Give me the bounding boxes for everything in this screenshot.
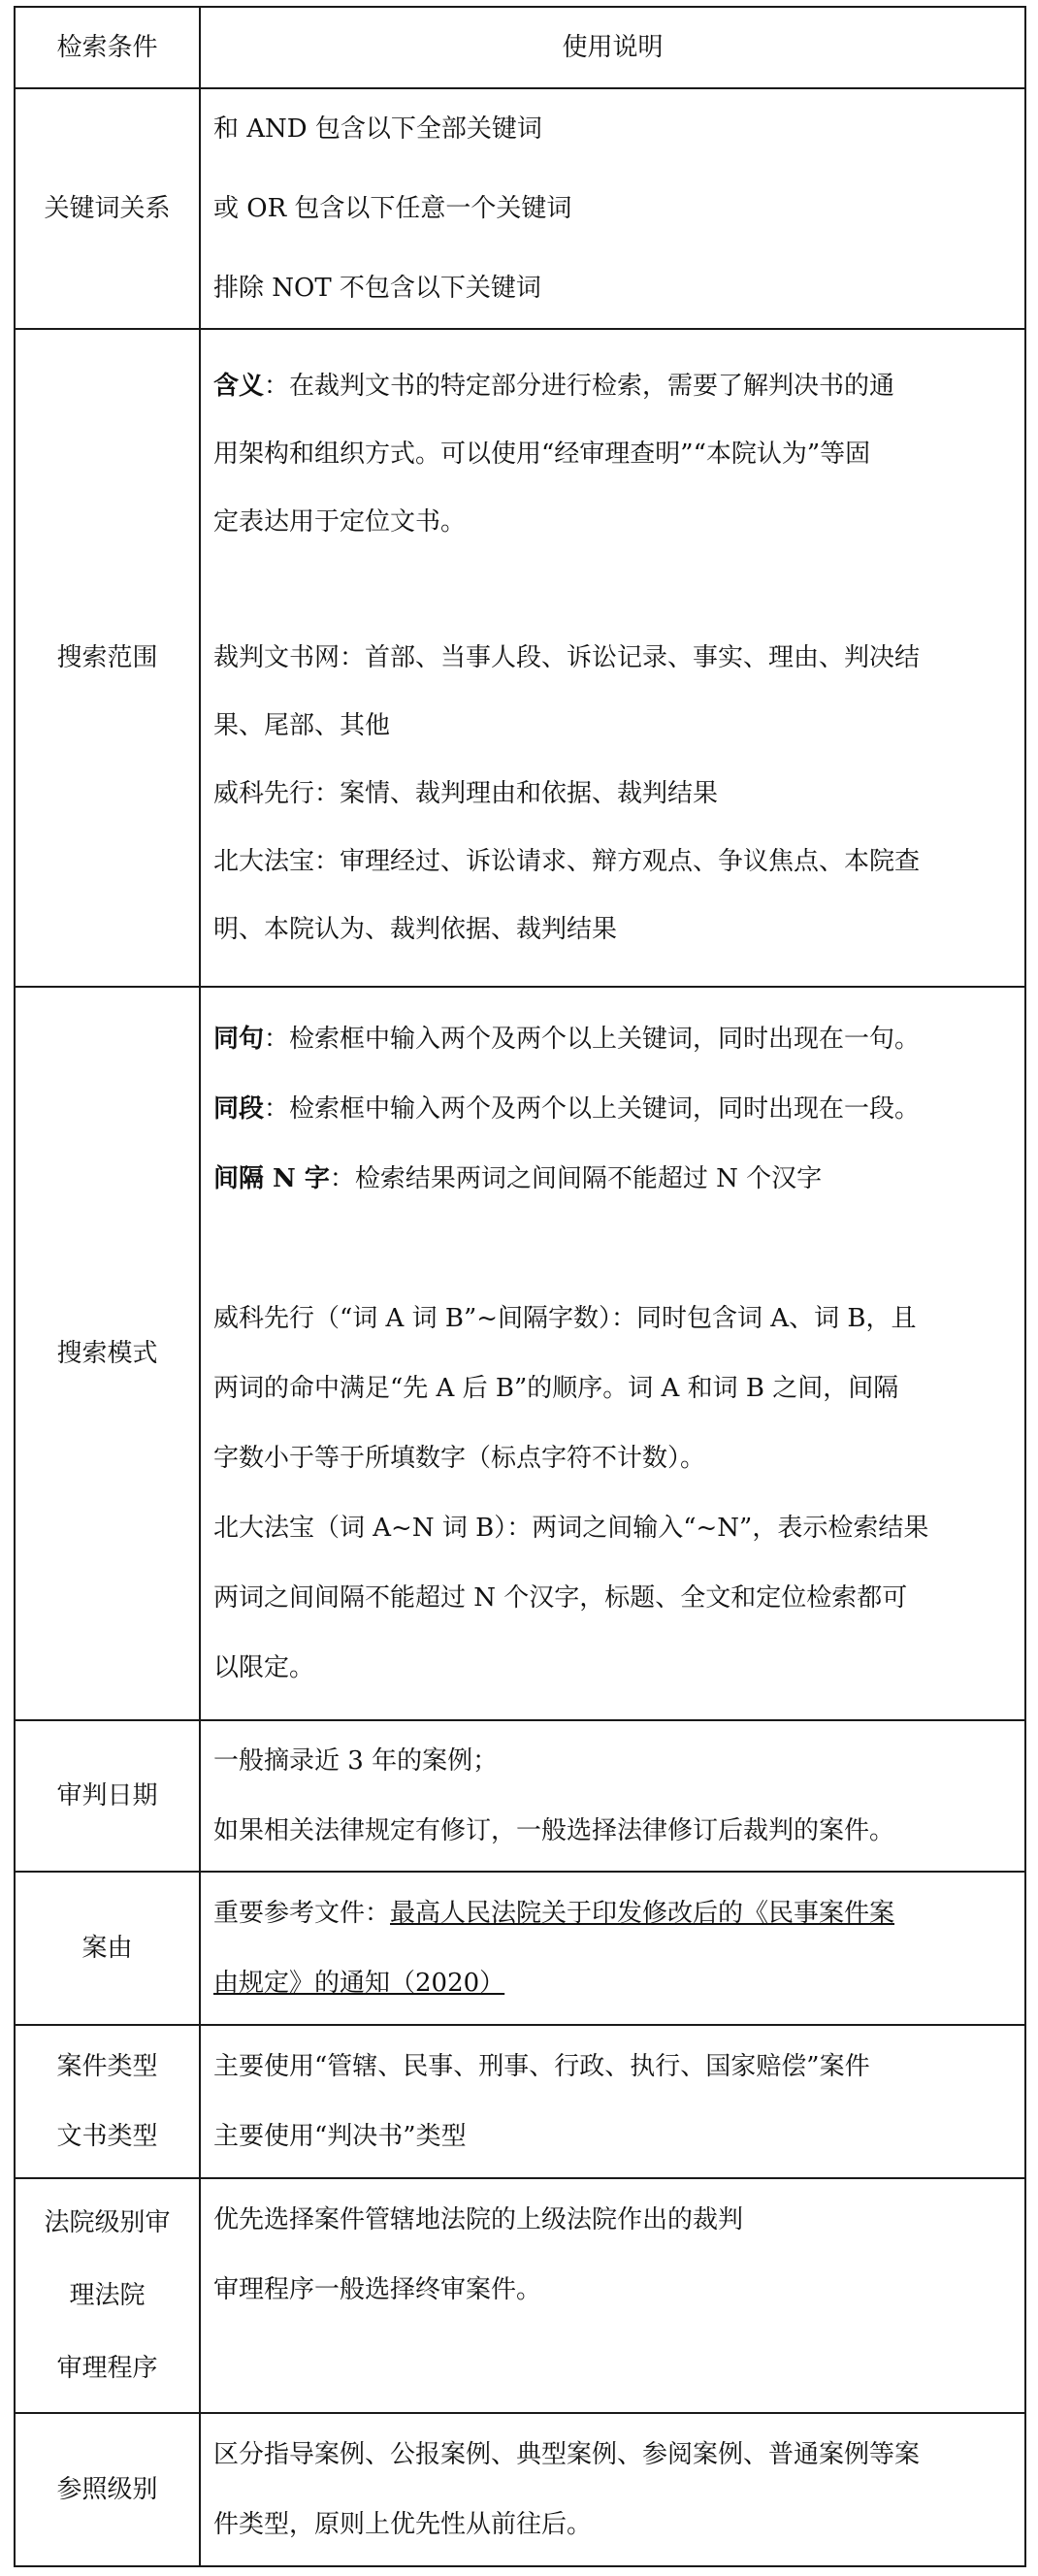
row-cause: [15, 1872, 1025, 2025]
search-conditions-table: [14, 6, 1026, 2567]
row-court-level: [15, 2178, 1025, 2413]
row-description: [200, 1720, 1025, 1872]
row-label: 参照级别: [15, 2413, 200, 2566]
bold-term: 同段: [213, 1094, 265, 1124]
text-line: 果、尾部、其他: [213, 711, 391, 740]
row-label: 搜索模式: [15, 987, 200, 1720]
row-label: 关键词关系: [15, 88, 200, 329]
text-line: 如果相关法律规定有修订，一般选择法律修订后裁判的案件。: [213, 1816, 895, 1845]
row-description: [200, 2413, 1025, 2566]
row-case-type: [15, 2025, 1025, 2178]
row-trial-date: [15, 1720, 1025, 1872]
text-line: 优先选择案件管辖地法院的上级法院作出的裁判: [213, 2205, 744, 2234]
row-label: 案由: [15, 1872, 200, 2025]
text-line: 一般摘录近 3 年的案例；: [213, 1746, 499, 1776]
text-line: 明、本院认为、裁判依据、裁判结果: [213, 915, 618, 944]
text-line: 威科先行（“词 A 词 B”~间隔字数）：同时包含词 A、词 B，且: [213, 1304, 917, 1333]
description-header: 使用说明: [200, 7, 1025, 88]
text-line: 定表达用于定位文书。: [213, 507, 467, 537]
text-line: [213, 1948, 1024, 2018]
text-line: 裁判文书网：首部、当事人段、诉讼记录、事实、理由、判决结: [213, 643, 921, 672]
text-segment: ：检索结果两词之间间隔不能超过 N 个汉字: [329, 1164, 823, 1193]
label-line: 审理程序: [56, 2353, 158, 2383]
blank-line: [213, 556, 1024, 624]
text-line: 主要使用“管辖、民事、刑事、行政、执行、国家赔偿”案件: [213, 2052, 870, 2081]
row-search-mode: [15, 987, 1025, 1720]
row-label: 审判日期: [15, 1720, 200, 1872]
label-line: 案件类型: [56, 2052, 158, 2081]
bold-term: 含义: [213, 372, 265, 401]
text-line: [213, 1004, 1024, 1074]
row-description: [200, 2178, 1025, 2413]
text-segment: ：检索框中输入两个及两个以上关键词，同时出现在一句。: [264, 1025, 921, 1054]
row-reference-level: [15, 2413, 1025, 2566]
row-description: [200, 329, 1025, 987]
text-line: 件类型，原则上优先性从前往后。: [213, 2510, 593, 2539]
text-line: 审理程序一般选择终审案件。: [213, 2275, 542, 2304]
bold-term: 同句: [213, 1025, 265, 1054]
label-line: 文书类型: [56, 2122, 158, 2151]
text-line: 两词的命中满足“先 A 后 B”的顺序。词 A 和词 B 之间，间隔: [213, 1374, 899, 1403]
row-label: [15, 2178, 200, 2413]
text-line: 两词之间间隔不能超过 N 个汉字，标题、全文和定位检索都可: [213, 1583, 908, 1613]
text-segment: 重要参考文件：: [213, 1899, 391, 1928]
row-description: [200, 1872, 1025, 2025]
text-line: 北大法宝：审理经过、诉讼请求、辩方观点、争议焦点、本院查: [213, 847, 921, 876]
text-line: [213, 1144, 1024, 1214]
text-line: 区分指导案例、公报案例、典型案例、参阅案例、普通案例等案: [213, 2440, 921, 2469]
row-description: [200, 987, 1025, 1720]
row-search-scope: [15, 329, 1025, 987]
text-line: 用架构和组织方式。可以使用“经审理查明”“本院认为”等固: [213, 440, 871, 469]
label-line: 法院级别审: [44, 2207, 171, 2237]
row-description: [200, 88, 1025, 329]
row-label: [15, 2025, 200, 2178]
row-label: 搜索范围: [15, 329, 200, 987]
reference-document-link[interactable]: 由规定》的通知（2020）: [213, 1969, 505, 1998]
blank-line: [213, 1214, 1024, 1284]
row-description: [200, 2025, 1025, 2178]
text-line: 威科先行：案情、裁判理由和依据、裁判结果: [213, 779, 719, 808]
row-keyword-relation: [15, 88, 1025, 329]
condition-header: 检索条件: [15, 7, 200, 88]
text-line: 或 OR 包含以下任意一个关键词: [213, 194, 572, 223]
text-line: 排除 NOT 不包含以下关键词: [213, 274, 541, 303]
text-line: [213, 352, 1024, 420]
label-line: 理法院: [69, 2280, 146, 2310]
reference-document-link[interactable]: 最高人民法院关于印发修改后的《民事案件案: [390, 1899, 895, 1928]
text-line: [213, 1878, 1024, 1948]
text-line: 以限定。: [213, 1653, 315, 1682]
text-line: 字数小于等于所填数字（标点字符不计数）。: [213, 1444, 706, 1473]
text-line: 主要使用“判决书”类型: [213, 2122, 467, 2151]
text-segment: ：在裁判文书的特定部分进行检索，需要了解判决书的通: [264, 372, 895, 401]
header-row: [15, 7, 1025, 88]
text-line: 北大法宝（词 A~N 词 B）：两词之间输入“~N”，表示检索结果: [213, 1514, 929, 1543]
text-line: 和 AND 包含以下全部关键词: [213, 114, 542, 144]
bold-term: 间隔 N 字: [213, 1164, 330, 1193]
text-segment: ：检索框中输入两个及两个以上关键词，同时出现在一段。: [264, 1094, 921, 1124]
text-line: [213, 1074, 1024, 1144]
